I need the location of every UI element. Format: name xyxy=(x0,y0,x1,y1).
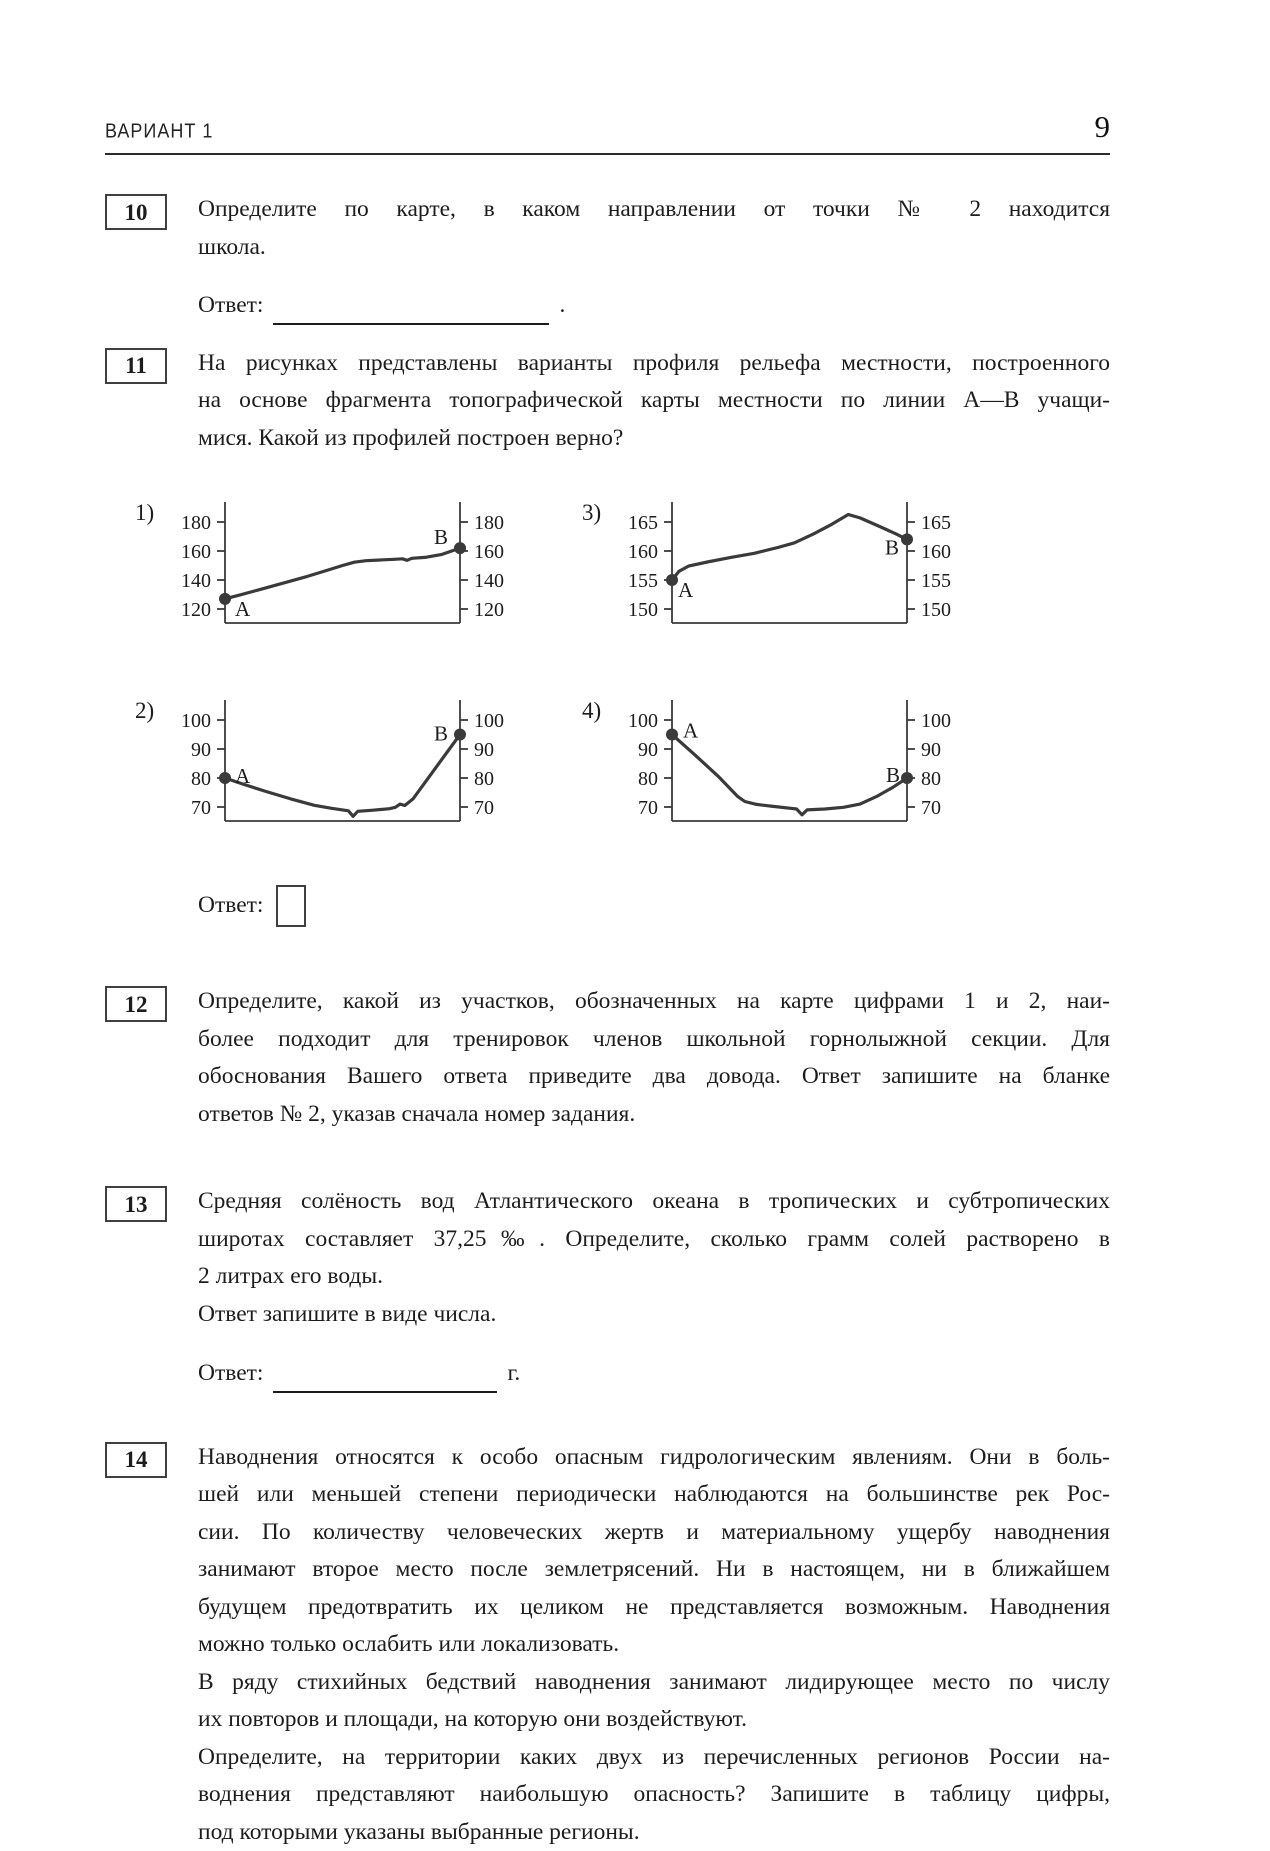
right-tick-label: 90 xyxy=(921,739,941,761)
answer-unit: г. xyxy=(507,1355,520,1393)
profile-charts-grid xyxy=(135,497,1110,833)
page-header xyxy=(105,112,1110,142)
page-number: 9 xyxy=(1095,112,1111,142)
right-tick-label: 160 xyxy=(474,541,504,563)
left-tick-label: 90 xyxy=(191,739,211,761)
point-b-label: В xyxy=(434,722,448,746)
text-line: На рисунках представлены варианты профиля рельефа местности, построенного xyxy=(198,345,1110,383)
left-tick-label: 100 xyxy=(181,710,211,732)
elevation-profile-chart-3 xyxy=(597,497,969,635)
answer-suffix: . xyxy=(559,287,565,325)
chart-3-label: 3) xyxy=(582,499,601,527)
right-tick-label: 160 xyxy=(921,541,951,563)
point-a-label: А xyxy=(683,719,699,743)
chart-4-label: 4) xyxy=(582,697,601,725)
text-line: Средняя солёность вод Атлантического океана в тропических и субтропических xyxy=(198,1183,1110,1221)
answer-blank-line[interactable] xyxy=(273,297,549,325)
question-10-text xyxy=(198,191,1110,266)
text-line: ответов № 2, указав сначала номер задания. xyxy=(198,1096,1110,1134)
question-12-number-box: 12 xyxy=(105,986,167,1022)
right-tick-label: 180 xyxy=(474,512,504,534)
profile-chart-1 xyxy=(135,497,522,635)
text-line: их повторов и площади, на которую они воздействуют. xyxy=(198,1701,1110,1739)
right-tick-label: 140 xyxy=(474,570,504,592)
question-13-answer-row xyxy=(198,1355,1110,1393)
right-tick-label: 100 xyxy=(474,710,504,732)
text-line: обоснования Вашего ответа приведите два довода. Ответ запишите на бланке xyxy=(198,1058,1110,1096)
right-tick-label: 80 xyxy=(921,768,941,790)
header-rule xyxy=(105,153,1110,155)
point-b-dot xyxy=(454,729,466,741)
right-tick-label: 100 xyxy=(921,710,951,732)
text-line: Определите, на территории каких двух из перечисленных регионов России на- xyxy=(198,1739,1110,1777)
question-12 xyxy=(105,983,1110,1133)
text-line: мися. Какой из профилей построен верно? xyxy=(198,420,1110,458)
right-tick-label: 80 xyxy=(474,768,494,790)
relief-profile-line xyxy=(672,735,907,815)
point-b-label: В xyxy=(886,763,900,787)
point-a-label: А xyxy=(235,764,251,788)
right-tick-label: 165 xyxy=(921,512,951,534)
point-a-dot xyxy=(666,729,678,741)
question-13-main-text xyxy=(198,1183,1110,1296)
question-11-answer-row xyxy=(198,885,1110,927)
text-line: Наводнения относятся к особо опасным гидрологическим явлениям. Они в боль- xyxy=(198,1439,1110,1477)
text-line: более подходит для тренировок членов школьной горнолыжной секции. Для xyxy=(198,1021,1110,1059)
left-tick-label: 80 xyxy=(191,768,211,790)
text-line: воднения представляют наибольшую опасность? Запишите в таблицу цифры, xyxy=(198,1776,1110,1814)
point-b-label: В xyxy=(885,535,899,559)
right-tick-label: 70 xyxy=(474,797,494,819)
text-line: занимают второе место после землетрясений. Ни в настоящем, ни в ближайшем xyxy=(198,1551,1110,1589)
text-line: под которыми указаны выбранные регионы. xyxy=(198,1814,1110,1851)
text-line: 2 литрах его воды. xyxy=(198,1258,1110,1296)
right-tick-label: 70 xyxy=(921,797,941,819)
point-a-label: А xyxy=(235,597,251,621)
answer-label: Ответ: xyxy=(198,1355,263,1393)
text-line: В ряду стихийных бедствий наводнения занимают лидирующее место по числу xyxy=(198,1664,1110,1702)
relief-profile-line xyxy=(225,548,460,599)
left-tick-label: 155 xyxy=(628,570,658,592)
question-13-number-box: 13 xyxy=(105,1186,167,1222)
left-tick-label: 160 xyxy=(628,541,658,563)
question-13-text xyxy=(198,1183,1110,1333)
answer-label: Ответ: xyxy=(198,887,263,925)
chart-1-label: 1) xyxy=(135,499,154,527)
question-11-text xyxy=(198,345,1110,458)
left-tick-label: 120 xyxy=(181,599,211,621)
question-14 xyxy=(105,1439,1110,1851)
chart-2-label: 2) xyxy=(135,697,154,725)
relief-profile-line xyxy=(225,735,460,817)
question-11-number-box: 11 xyxy=(105,348,167,384)
text-line: сии. По количеству человеческих жертв и материальному ущербу наводнения xyxy=(198,1514,1110,1552)
question-14-number-box: 14 xyxy=(105,1442,167,1478)
right-tick-label: 150 xyxy=(921,599,951,621)
question-11 xyxy=(105,345,1110,458)
text-line: будущем предотвратить их целиком не представляется возможным. Наводнения xyxy=(198,1589,1110,1627)
text-line: Определите по карте, в каком направлении от точки № 2 находится xyxy=(198,191,1110,229)
point-b-dot xyxy=(901,533,913,545)
answer-blank-line[interactable] xyxy=(273,1365,497,1393)
question-13-note: Ответ запишите в виде числа. xyxy=(198,1296,1110,1334)
left-tick-label: 150 xyxy=(628,599,658,621)
text-line: широтах составляет 37,25‰. Определите, сколько грамм солей растворено в xyxy=(198,1221,1110,1259)
point-a-dot xyxy=(219,772,231,784)
left-tick-label: 160 xyxy=(181,541,211,563)
question-13 xyxy=(105,1183,1110,1333)
left-tick-label: 100 xyxy=(628,710,658,732)
left-tick-label: 70 xyxy=(638,797,658,819)
text-line: на основе фрагмента топографической карты местности по линии А—В учащи- xyxy=(198,382,1110,420)
right-tick-label: 120 xyxy=(474,599,504,621)
left-tick-label: 70 xyxy=(191,797,211,819)
point-b-dot xyxy=(901,772,913,784)
profile-chart-4 xyxy=(582,695,969,833)
answer-label: Ответ: xyxy=(198,287,263,325)
left-tick-label: 180 xyxy=(181,512,211,534)
text-line: можно только ослабить или локализовать. xyxy=(198,1626,1110,1664)
point-a-dot xyxy=(666,574,678,586)
relief-profile-line xyxy=(672,515,907,581)
left-tick-label: 80 xyxy=(638,768,658,790)
profile-chart-2 xyxy=(135,695,522,833)
elevation-profile-chart-4 xyxy=(597,695,969,833)
elevation-profile-chart-1 xyxy=(150,497,522,635)
answer-box[interactable] xyxy=(276,885,306,927)
question-10-number-box: 10 xyxy=(105,194,167,230)
text-line: Определите, какой из участков, обозначенных на карте цифрами 1 и 2, наи- xyxy=(198,983,1110,1021)
variant-label: ВАРИАНТ 1 xyxy=(105,120,213,142)
question-14-text xyxy=(198,1439,1110,1851)
right-tick-label: 90 xyxy=(474,739,494,761)
text-line: школа. xyxy=(198,229,1110,267)
elevation-profile-chart-2 xyxy=(150,695,522,833)
question-10 xyxy=(105,191,1110,266)
text-line: шей или меньшей степени периодически наблюдаются на большинстве рек Рос- xyxy=(198,1476,1110,1514)
left-tick-label: 165 xyxy=(628,512,658,534)
profile-chart-3 xyxy=(582,497,969,635)
point-b-label: В xyxy=(434,525,448,549)
question-12-text xyxy=(198,983,1110,1133)
left-tick-label: 140 xyxy=(181,570,211,592)
left-tick-label: 90 xyxy=(638,739,658,761)
right-tick-label: 155 xyxy=(921,570,951,592)
point-b-dot xyxy=(454,542,466,554)
point-a-dot xyxy=(219,593,231,605)
question-10-answer-row xyxy=(198,287,1110,325)
point-a-label: А xyxy=(678,578,694,602)
